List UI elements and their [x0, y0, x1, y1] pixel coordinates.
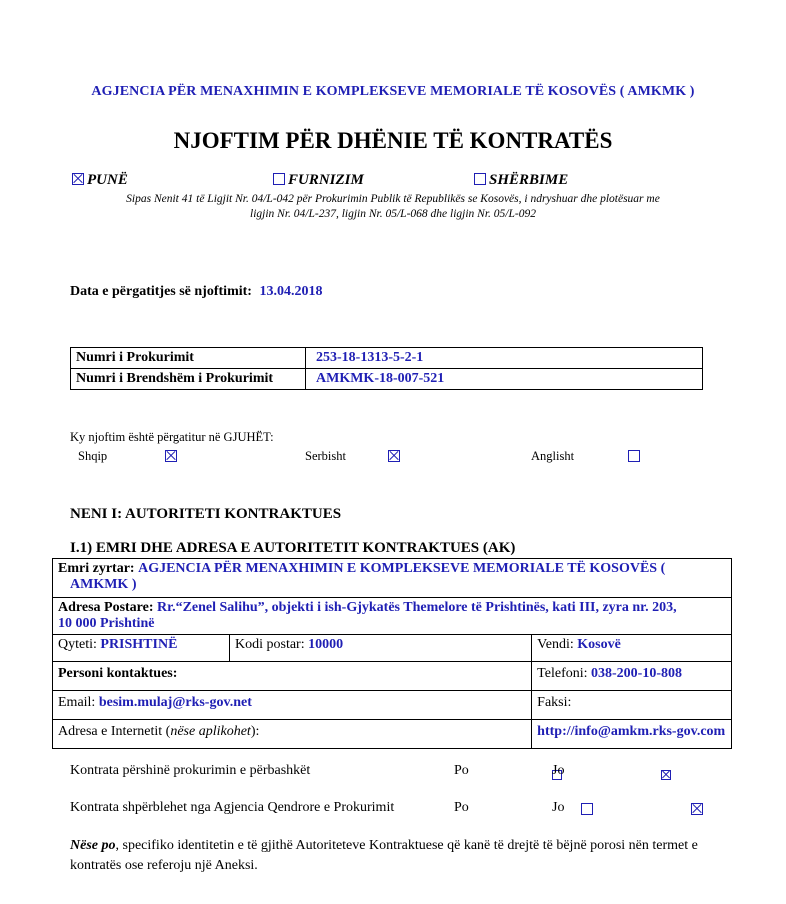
- website-cell: [53, 720, 532, 749]
- country-cell: [532, 635, 732, 662]
- postal-address-value-cont: 10 000 Prishtinë: [58, 616, 155, 631]
- official-name-label: Emri zyrtar: [58, 561, 130, 576]
- website-value-cell: [532, 720, 732, 749]
- if-yes-text: , specifiko identitetin e të gjithë Autoriteteve Kontraktuese që kanë të drejtë të bëjnë porosi nën termet e kontratës ose referoju një Aneksi.: [70, 838, 698, 873]
- agency-header: AGJENCIA PËR MENAXHIMIN E KOMPLEKSEVE MEMORIALE TË KOSOVËS ( AMKMK ): [91, 84, 695, 99]
- table-row: [71, 348, 703, 369]
- website-label-end: ):: [250, 724, 260, 739]
- official-name-value-cont: AMKMK ): [70, 577, 137, 592]
- legal-basis-line: Sipas Nenit 41 të Ligjit Nr. 04/L-042 për Prokurimin Publik të Republikës se Kosovës, i ndryshuar dhe plotësuar me: [126, 193, 660, 205]
- city-cell: [53, 635, 230, 662]
- if-yes-note: [70, 836, 730, 876]
- procurement-table: [70, 347, 703, 390]
- website-value[interactable]: http://info@amkm.rks-gov.com: [537, 724, 726, 739]
- postal-address-cell: Adresa Postare: Rr.“Zenel Salihu”, objekti i ish-Gjykatës Themelore të Prishtinës, kati III, zyra nr. 203, 10 000 Prishtinë: [53, 598, 732, 635]
- language-label-shqip: Shqip: [78, 449, 108, 463]
- contact-person-cell: [53, 662, 532, 691]
- table-row: [53, 720, 732, 749]
- preparation-date-label: Data e përgatitjes së njoftimit:: [70, 284, 252, 299]
- no-label: Jo: [552, 800, 565, 815]
- email-label: Email:: [58, 695, 96, 710]
- if-yes-lead: Nëse po: [70, 838, 116, 853]
- authority-table: [52, 558, 732, 749]
- unchecked-checkbox-icon[interactable]: [474, 173, 486, 185]
- section-heading: NENI I: AUTORITETI KONTRAKTUES: [70, 506, 342, 522]
- subsection-heading: I.1) EMRI DHE ADRESA E AUTORITETIT KONTRAKTUES (AK): [70, 540, 516, 556]
- internal-number-value: AMKMK-18-007-521: [306, 369, 703, 390]
- website-label: Adresa e Internetit (: [58, 724, 171, 739]
- yes-label: Po: [454, 763, 469, 778]
- table-row: [71, 369, 703, 390]
- city-value: PRISHTINË: [100, 637, 178, 652]
- preparation-date-value: 13.04.2018: [259, 284, 323, 299]
- contract-type-label: FURNIZIM: [288, 172, 364, 188]
- official-name-cell: Emri zyrtar: AGJENCIA PËR MENAXHIMIN E KOMPLEKSEVE MEMORIALE TË KOSOVËS ( AMKMK ): [53, 559, 732, 598]
- postal-address-value: Rr.“Zenel Salihu”, objekti i ish-Gjykatës Themelore të Prishtinës, kati III, zyra nr. 203,: [157, 600, 677, 615]
- country-value: Kosovë: [577, 637, 621, 652]
- procurement-number-value: 253-18-1313-5-2-1: [306, 348, 703, 369]
- table-row: [53, 691, 732, 720]
- official-name-value: AGJENCIA PËR MENAXHIMIN E KOMPLEKSEVE MEMORIALE TË KOSOVËS (: [138, 561, 666, 576]
- checked-checkbox-icon[interactable]: [165, 450, 177, 462]
- table-row: [53, 598, 732, 635]
- checked-checkbox-icon[interactable]: [72, 173, 84, 185]
- document-title: NJOFTIM PËR DHËNIE TË KONTRATËS: [173, 128, 613, 153]
- contract-type-label: PUNË: [87, 172, 128, 188]
- phone-value: 038-200-10-808: [591, 666, 683, 681]
- email-cell: [53, 691, 532, 720]
- internal-number-label: Numri i Brendshëm i Prokurimit: [71, 369, 306, 390]
- fax-label: Faksi:: [537, 695, 572, 710]
- legal-basis-line: ligjin Nr. 04/L-237, ligjin Nr. 05/L-068 dhe ligjin Nr. 05/L-092: [250, 208, 536, 220]
- website-label-italic: nëse aplikohet: [170, 724, 251, 739]
- joint-procurement-question: Kontrata përshinë prokurimin e përbashkët: [70, 763, 311, 778]
- languages-intro: Ky njoftim është përgatitur në GJUHËT:: [70, 430, 274, 444]
- unchecked-checkbox-icon[interactable]: [628, 450, 640, 462]
- city-label: Qyteti:: [58, 637, 97, 652]
- contact-person-label: Personi kontaktues:: [58, 666, 178, 681]
- table-row: [53, 635, 732, 662]
- preparation-date: [70, 284, 322, 300]
- checked-checkbox-icon[interactable]: [388, 450, 400, 462]
- contract-type-furnizim[interactable]: [273, 172, 364, 189]
- contract-type-sherbime[interactable]: [474, 172, 568, 189]
- fax-cell: [532, 691, 732, 720]
- checked-checkbox-icon[interactable]: [661, 770, 671, 780]
- no-label: Jo: [552, 763, 565, 778]
- postal-code-value: 10000: [308, 637, 344, 652]
- language-label-anglisht: Anglisht: [531, 449, 575, 463]
- phone-label: Telefoni:: [537, 666, 588, 681]
- language-label-serbisht: Serbisht: [305, 449, 346, 463]
- legal-basis: [80, 192, 706, 222]
- country-label: Vendi:: [537, 637, 574, 652]
- postal-code-label: Kodi postar:: [235, 637, 305, 652]
- phone-cell: [532, 662, 732, 691]
- table-row: [53, 662, 732, 691]
- central-agency-question: Kontrata shpërblehet nga Agjencia Qendrore e Prokurimit: [70, 800, 395, 815]
- unchecked-checkbox-icon[interactable]: [273, 173, 285, 185]
- table-row: [53, 559, 732, 598]
- checked-checkbox-icon[interactable]: [691, 803, 703, 815]
- procurement-number-label: Numri i Prokurimit: [71, 348, 306, 369]
- postal-address-label: Adresa Postare: [58, 600, 149, 615]
- postal-code-cell: [230, 635, 532, 662]
- yes-label: Po: [454, 800, 469, 815]
- email-value[interactable]: besim.mulaj@rks-gov.net: [98, 695, 252, 710]
- unchecked-checkbox-icon[interactable]: [581, 803, 593, 815]
- contract-type-pune[interactable]: [72, 172, 128, 189]
- contract-type-label: SHËRBIME: [489, 172, 569, 188]
